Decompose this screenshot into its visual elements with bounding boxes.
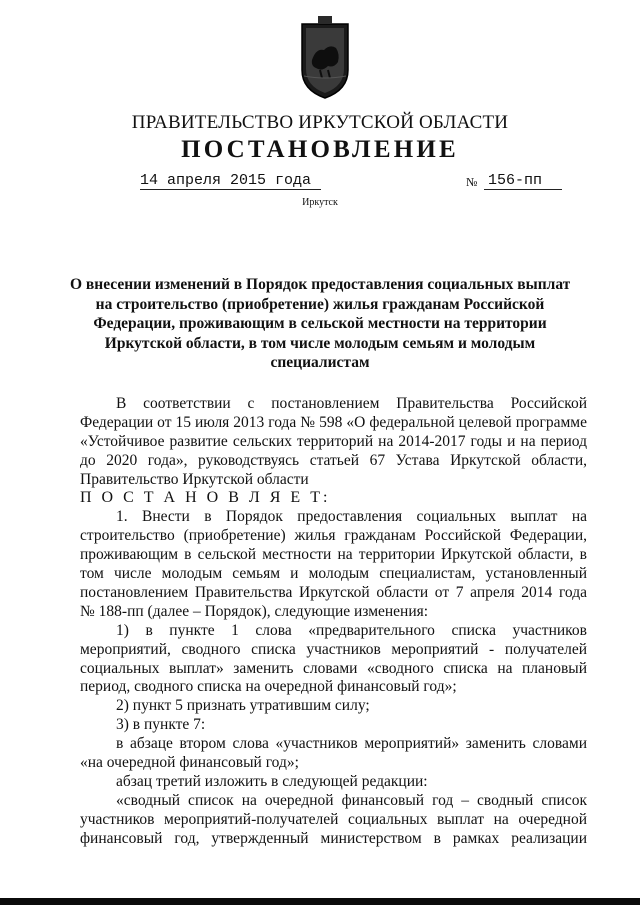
- body-line: 1. Внести в Порядок предоставления социальных выплат на: [116, 508, 587, 526]
- resolution-word: П О С Т А Н О В Л Я Е Т:: [80, 489, 331, 507]
- body-line: в абзаце втором слова «участников мероприятий» заменить словами: [116, 735, 587, 753]
- body-line: 1) в пункте 1 слова «предварительного списка участников: [116, 621, 587, 639]
- subject-line: специалистам: [270, 354, 370, 371]
- body-line: до 2020 года», руководствуясь статьей 67 Устава Иркутской области,: [80, 451, 587, 469]
- body-line: 3) в пункте 7:: [116, 716, 206, 734]
- body-line: абзац третий изложить в следующей редакции:: [116, 772, 428, 790]
- body-line: Правительство Иркутской области: [80, 470, 309, 488]
- body-line: период, сводного списка на очередной финансовый год»;: [80, 678, 457, 696]
- body-line: постановлением Правительства Иркутской области от 7 апреля 2014 года: [80, 583, 587, 601]
- body-line: том числе молодым семьям и молодым специалистам, установленный: [80, 565, 587, 583]
- body-line: Федерации от 15 июля 2013 года № 598 «О федеральной целевой программе: [80, 413, 587, 431]
- subject-line: Иркутской области, в том числе молодым семьям и молодым: [104, 334, 536, 352]
- body-line: строительство (приобретение) жилья гражданам Российской Федерации,: [80, 527, 587, 545]
- document-subject: [70, 275, 570, 373]
- coat-of-arms-icon: [300, 14, 350, 100]
- scan-bottom-edge: [0, 898, 640, 905]
- subject-line: на строительство (приобретение) жилья гражданам Российской: [95, 295, 545, 313]
- body-line: социальных выплат» заменить словами «сводного списка на плановый: [80, 659, 587, 677]
- government-name: ПРАВИТЕЛЬСТВО ИРКУТСКОЙ ОБЛАСТИ: [131, 112, 509, 133]
- body-line: финансовый год, утвержденный министерством в рамках реализации: [80, 829, 587, 847]
- body-line: № 188-пп (далее – Порядок), следующие изменения:: [80, 602, 429, 620]
- body-line: «на очередной финансовый год»;: [80, 754, 299, 772]
- body-line: проживающим в сельской местности на территории Иркутской области, в: [80, 546, 587, 564]
- body-line: В соответствии с постановлением Правительства Российской: [116, 395, 587, 412]
- subject-line: О внесении изменений в Порядок предоставления социальных выплат: [70, 276, 570, 293]
- subject-line: Федерации, проживающим в сельской местности на территории: [93, 315, 547, 332]
- city: Иркутск: [302, 197, 338, 208]
- body-line: «сводный список на очередной финансовый год – сводный список: [116, 791, 587, 809]
- body-line: 2) пункт 5 признать утратившим силу;: [116, 697, 370, 715]
- body-line: мероприятий, сводного списка участников мероприятий - получателей: [80, 640, 587, 658]
- number-label: №: [466, 175, 478, 189]
- document-type: ПОСТАНОВЛЕНИЕ: [181, 136, 459, 163]
- document-body: [80, 395, 587, 849]
- body-line: «Устойчивое развитие сельских территорий на 2014-2017 годы и на период: [80, 432, 587, 450]
- document-number: 156-пп: [484, 172, 562, 190]
- document-date: 14 апреля 2015 года: [140, 172, 321, 190]
- body-line: участников мероприятий-получателей социальных выплат на очередной: [80, 810, 587, 828]
